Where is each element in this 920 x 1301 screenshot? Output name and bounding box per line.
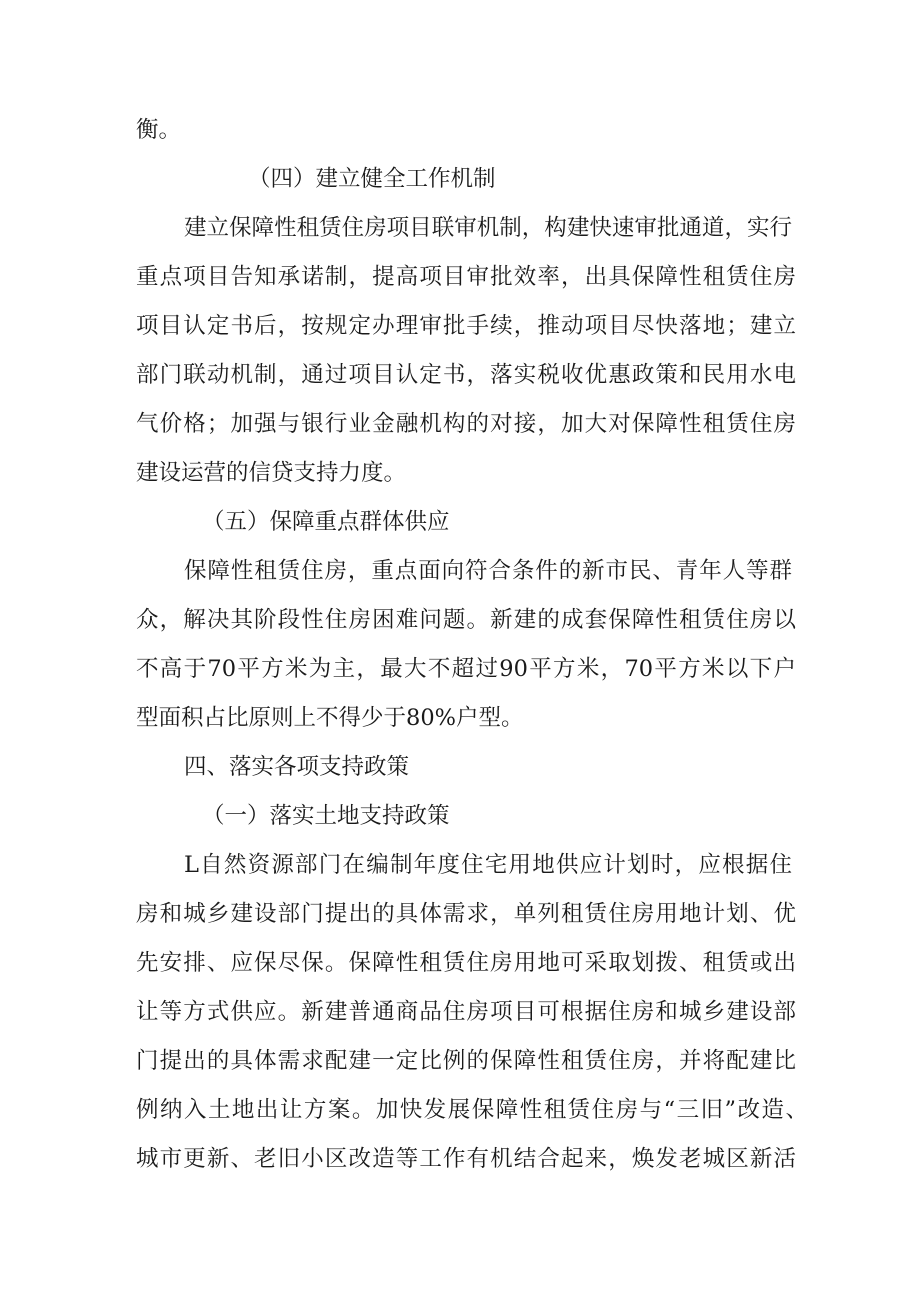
paragraph-line: 众，解决其阶段性住房困难问题。新建的成套保障性租赁住房以 — [136, 607, 796, 633]
paragraph-line: 让等方式供应。新建普通商品住房项目可根据住房和城乡建设部 — [136, 999, 796, 1025]
paragraph-line: 不高于70平方米为主，最大不超过90平方米，70平方米以下户 — [136, 656, 796, 682]
paragraph-line: 型面积占比原则上不得少于80%户型。 — [136, 705, 524, 731]
paragraph-line: 房和城乡建设部门提出的具体需求，单列租赁住房用地计划、优 — [136, 901, 796, 927]
paragraph-line: 项目认定书后，按规定办理审批手续，推动项目尽快落地；建立 — [136, 313, 796, 339]
paragraph-line: 建设运营的信贷支持力度。 — [136, 460, 407, 486]
section-heading: （四）建立健全工作机制 — [248, 166, 496, 192]
paragraph-line: 重点项目告知承诺制，提高项目审批效率，出具保障性租赁住房 — [136, 264, 796, 290]
paragraph-line: 建立保障性租赁住房项目联审机制，构建快速审批通道，实行 — [184, 215, 792, 241]
chapter-heading: 四、落实各项支持政策 — [184, 754, 410, 780]
section-heading: （一）落实土地支持政策 — [202, 803, 450, 829]
paragraph-line: 保障性租赁住房，重点面向符合条件的新市民、青年人等群 — [184, 558, 792, 584]
paragraph-line: 先安排、应保尽保。保障性租赁住房用地可采取划拨、租赁或出 — [136, 950, 796, 976]
paragraph-line: 例纳入土地出让方案。加快发展保障性租赁住房与“三旧”改造、 — [136, 1097, 808, 1123]
paragraph-line: 门提出的具体需求配建一定比例的保障性租赁住房，并将配建比 — [136, 1048, 796, 1074]
paragraph-line: 部门联动机制，通过项目认定书，落实税收优惠政策和民用水电 — [136, 362, 796, 388]
paragraph-line: L自然资源部门在编制年度住宅用地供应计划时，应根据住 — [184, 852, 792, 878]
paragraph-line: 气价格；加强与银行业金融机构的对接，加大对保障性租赁住房 — [136, 411, 796, 437]
text-line: 衡。 — [136, 117, 182, 143]
section-heading: （五）保障重点群体供应 — [202, 509, 450, 535]
paragraph-line: 城市更新、老旧小区改造等工作有机结合起来，焕发老城区新活 — [136, 1146, 796, 1172]
